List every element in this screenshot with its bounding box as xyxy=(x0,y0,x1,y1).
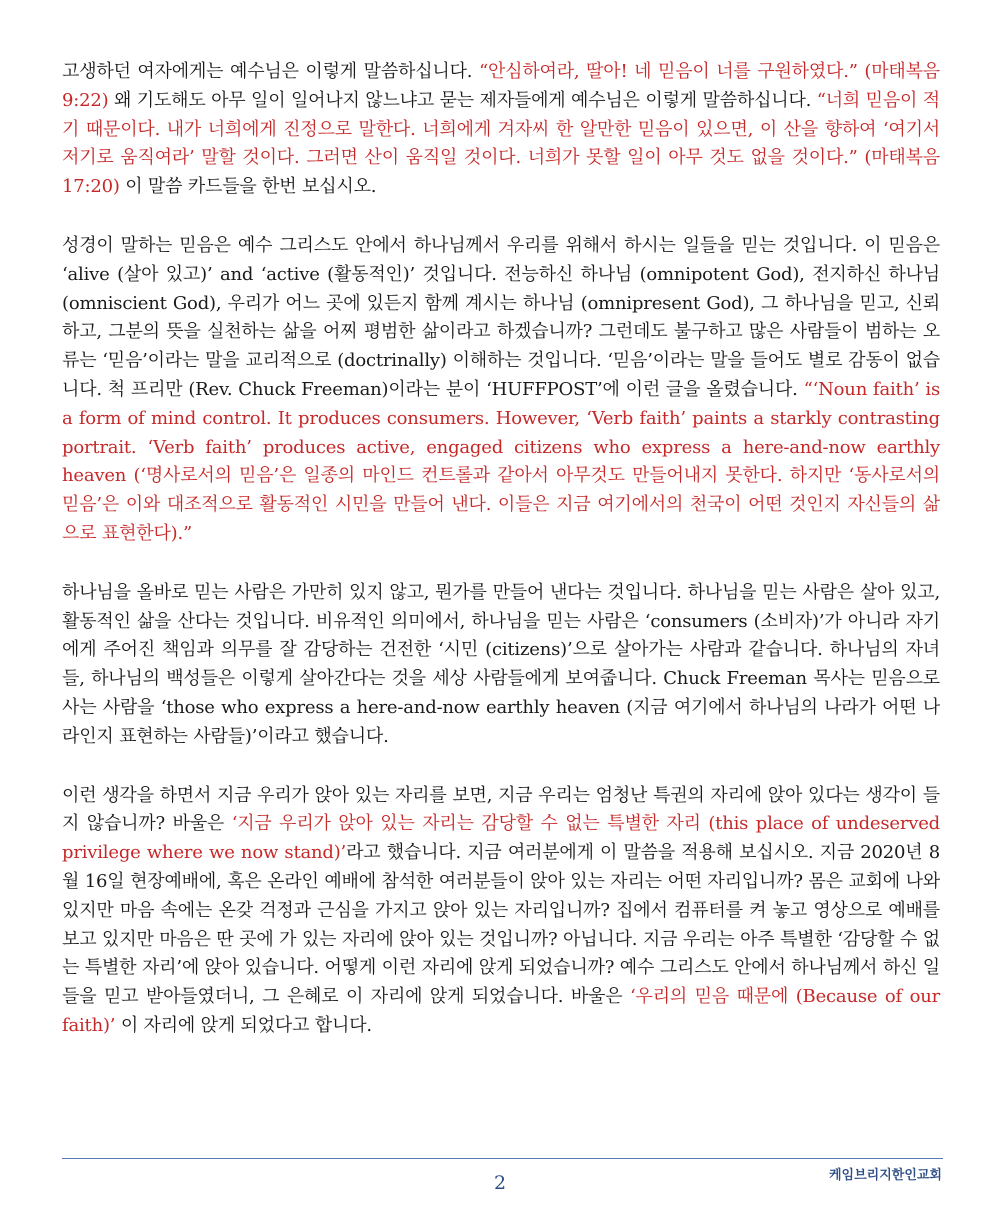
scripture-quote: “너희 믿음이 적기 때문이다. 내가 너희에게 진정으로 말한다. 너희에게 겨자씨 한 알만한 믿음이 있으면, 이 산을 향하여 ‘여기서 저기로 움직여라’ 말할 것이다. 그러면 산이 움직일 것이다. 너희가 못할 일이 아무 것도 없을 것이다.” xyxy=(62,89,940,169)
paragraph-4 xyxy=(62,782,940,1041)
footer-divider xyxy=(62,1158,943,1159)
paragraph-2 xyxy=(62,232,940,549)
text-segment: 성경이 말하는 믿음은 예수 그리스도 안에서 하나님께서 우리를 위해서 하시는 일들을 믿는 것입니다. 이 믿음은 ‘alive (살아 있고)’ and ‘active (활동적인)’ 것입니다. 전능하신 하나님 (omnipotent God), 전지하신 하나님 (omniscient God), 우리가 어느 곳에 있든지 함께 계시는 하나님 (omnipresent God), 그 하나님을 믿고, 신뢰하고, 그분의 뜻을 실천하는 삶을 어찌 평범한 삶이라고 하겠습니까? 그런데도 불구하고 많은 사람들이 범하는 오류는 ‘믿음’이라는 말을 교리적으로 (doctrinally) 이해하는 것입니다. ‘믿음’이라는 말을 들어도 별로 감동이 없습니다. 척 프리만 (Rev. Chuck Freeman)이라는 분이 ‘HUFFPOST’에 이런 글을 올렸습니다. xyxy=(62,234,940,400)
paragraph-1 xyxy=(62,58,940,202)
scripture-quote: “안심하여라, 딸아! 네 믿음이 너를 구원하였다.” xyxy=(478,61,858,82)
text-segment: 이 자리에 앉게 되었다고 합니다. xyxy=(115,1014,372,1036)
sermon-body xyxy=(62,58,940,1071)
huffpost-quote: “‘Noun faith’ is a form of mind control. It produces consumers. However, ‘Verb faith’ paints a starkly contrasting portrait. ‘Verb faith’ produces active, engaged citizens who express a here-and-now earthly heaven (‘명사로서의 믿음’은 일종의 마인드 컨트롤과 같아서 아무것도 만들어내지 못한다. 하지만 ‘동사로서의 믿음’은 이와 대조적으로 활동적인 시민을 만들어 낸다. 이들은 지금 여기에서의 천국이 어떤 것인지 자신들의 삶으로 표현한다).” xyxy=(62,378,940,544)
text-segment: 이런 생각을 하면서 지금 우리가 앉아 있는 자리를 보면, 지금 우리는 엄청난 특권의 자리에 앉아 있다는 생각이 들지 않습니까? 바울은 xyxy=(62,784,940,835)
scripture-reference: (마태복음 17:20) xyxy=(62,147,940,198)
text-segment: 하나님을 올바로 믿는 사람은 가만히 있지 않고, 뭔가를 만들어 낸다는 것입니다. 하나님을 믿는 사람은 살아 있고, 활동적인 삶을 산다는 것입니다. 비유적인 의미에서, 하나님을 믿는 사람은 ‘consumers (소비자)’가 아니라 자기에게 주어진 책임과 의무를 잘 감당하는 건전한 ‘시민 (citizens)’으로 살아가는 사람과 같습니다. 하나님의 자녀들, 하나님의 백성들은 이렇게 살아간다는 것을 세상 사람들에게 보여줍니다. Chuck Freeman 목사는 믿음으로 사는 사람을 ‘those who express a here-and-now earthly heaven (지금 여기에서 하나님의 나라가 어떤 나라인지 표현하는 사람들)’이라고 했습니다. xyxy=(62,581,940,747)
paragraph-3 xyxy=(62,579,940,752)
text-segment: 왜 기도해도 아무 일이 일어나지 않느냐고 묻는 제자들에게 예수님은 이렇게 말씀하십니다. xyxy=(108,89,817,111)
text-segment: 고생하던 여자에게는 예수님은 이렇게 말씀하십니다. xyxy=(62,61,479,82)
paul-quote-faith: ‘우리의 믿음 때문에 (Because of our faith)’ xyxy=(62,986,940,1036)
page-number: 2 xyxy=(493,1172,507,1194)
scripture-reference: (마태복음 9:22) xyxy=(62,61,940,111)
paul-quote: ‘지금 우리가 앉아 있는 자리는 감당할 수 없는 특별한 자리 (this place of undeserved privilege where we now stand)’ xyxy=(62,813,940,864)
text-segment: 이 말씀 카드들을 한번 보십시오. xyxy=(119,176,377,198)
text-segment: 라고 했습니다. 지금 여러분에게 이 말씀을 적용해 보십시오. 지금 2020년 8월 16일 현장예배에, 혹은 온라인 예배에 참석한 여러분들이 앉아 있는 자리는 어떤 자리입니까? 몸은 교회에 나와 있지만 마음 속에는 온갖 걱정과 근심을 가지고 앉아 있는 자리입니까? 집에서 컴퓨터를 켜 놓고 영상으로 예배를 보고 있지만 마음은 딴 곳에 가 있는 자리에 앉아 있는 것입니까? 아닙니다. 지금 우리는 아주 특별한 ‘감당할 수 없는 특별한 자리’에 앉아 있습니다. 어떻게 이런 자리에 앉게 되었습니까? 예수 그리스도 안에서 하나님께서 하신 일들을 믿고 받아들였더니, 그 은혜로 이 자리에 앉게 되었습니다. 바울은 xyxy=(62,842,940,1008)
church-name: 케임브리지한인교회 xyxy=(828,1168,942,1183)
